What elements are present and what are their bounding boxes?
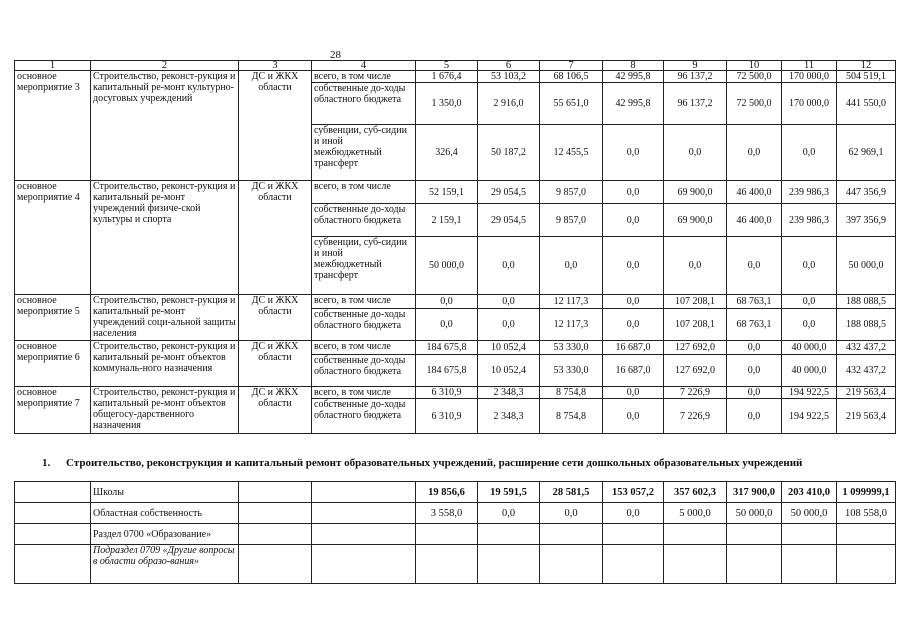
table-row [15, 545, 896, 584]
column-number: 9 [664, 61, 727, 71]
funding-source: субвенции, суб-сидии и иной межбюджетный трансферт [312, 125, 416, 181]
amount-cell: 6 310,9 [416, 387, 478, 399]
amount-cell: 10 052,4 [478, 355, 540, 387]
amount-cell: 0,0 [603, 181, 664, 204]
amount-cell: 53 330,0 [540, 355, 603, 387]
amount-cell: 42 995,8 [603, 83, 664, 125]
amount-cell: 52 159,1 [416, 181, 478, 204]
amount-cell: 107 208,1 [664, 309, 727, 341]
amount-cell: 194 922,5 [782, 399, 837, 434]
amount-cell: 219 563,4 [837, 387, 896, 399]
amount-cell: 317 900,0 [727, 482, 782, 503]
amount-cell: 0,0 [603, 204, 664, 237]
amount-cell: 96 137,2 [664, 83, 727, 125]
amount-cell: 447 356,9 [837, 181, 896, 204]
amount-cell [837, 524, 896, 545]
empty-cell [15, 524, 91, 545]
amount-cell: 0,0 [782, 309, 837, 341]
amount-cell: 188 088,5 [837, 309, 896, 341]
amount-cell: 2 916,0 [478, 83, 540, 125]
amount-cell: 19 856,6 [416, 482, 478, 503]
table-row [15, 341, 896, 355]
amount-cell: 7 226,9 [664, 399, 727, 434]
column-number: 10 [727, 61, 782, 71]
column-number: 1 [15, 61, 91, 71]
column-number: 6 [478, 61, 540, 71]
amount-cell [416, 524, 478, 545]
section-number: 1. [42, 457, 51, 469]
amount-cell: 6 310,9 [416, 399, 478, 434]
column-number: 4 [312, 61, 416, 71]
amount-cell: 203 410,0 [782, 482, 837, 503]
amount-cell: 397 356,9 [837, 204, 896, 237]
amount-cell: 19 591,5 [478, 482, 540, 503]
amount-cell: 127 692,0 [664, 355, 727, 387]
amount-cell: 184 675,8 [416, 341, 478, 355]
empty-cell [15, 545, 91, 584]
amount-cell: 2 348,3 [478, 399, 540, 434]
amount-cell: 0,0 [603, 237, 664, 295]
amount-cell: 40 000,0 [782, 341, 837, 355]
empty-cell [312, 503, 416, 524]
amount-cell: 40 000,0 [782, 355, 837, 387]
amount-cell [837, 545, 896, 584]
amount-cell: 29 054,5 [478, 204, 540, 237]
funding-source: всего, в том числе [312, 295, 416, 309]
funding-source: собственные до-ходы областного бюджета [312, 83, 416, 125]
amount-cell: 0,0 [664, 237, 727, 295]
amount-cell: 0,0 [727, 341, 782, 355]
empty-cell [239, 503, 312, 524]
amount-cell: 2 348,3 [478, 387, 540, 399]
funding-source: собственные до-ходы областного бюджета [312, 204, 416, 237]
column-number: 7 [540, 61, 603, 71]
amount-cell: 441 550,0 [837, 83, 896, 125]
funding-source: всего, в том числе [312, 387, 416, 399]
amount-cell: 50 000,0 [727, 503, 782, 524]
amount-cell: 12 117,3 [540, 295, 603, 309]
budget-table [14, 60, 896, 434]
amount-cell: 3 558,0 [416, 503, 478, 524]
amount-cell: 12 455,5 [540, 125, 603, 181]
amount-cell: 188 088,5 [837, 295, 896, 309]
row-label: Подраздел 0709 «Другие вопросы в области образо-вания» [91, 545, 239, 584]
measure-executor: ДС и ЖКХ области [239, 295, 312, 341]
amount-cell: 0,0 [603, 503, 664, 524]
amount-cell: 326,4 [416, 125, 478, 181]
amount-cell [416, 545, 478, 584]
amount-cell: 504 519,1 [837, 71, 896, 83]
amount-cell [782, 545, 837, 584]
column-number: 8 [603, 61, 664, 71]
page-number: 28 [330, 49, 341, 61]
amount-cell: 42 995,8 [603, 71, 664, 83]
amount-cell: 53 103,2 [478, 71, 540, 83]
measure-executor: ДС и ЖКХ области [239, 181, 312, 295]
amount-cell: 68 763,1 [727, 295, 782, 309]
amount-cell: 194 922,5 [782, 387, 837, 399]
amount-cell: 0,0 [478, 309, 540, 341]
amount-cell: 16 687,0 [603, 341, 664, 355]
table-row [15, 181, 896, 204]
amount-cell: 0,0 [727, 237, 782, 295]
amount-cell [603, 524, 664, 545]
measure-name: основное мероприятие 7 [15, 387, 91, 434]
column-number: 11 [782, 61, 837, 71]
amount-cell: 50 000,0 [416, 237, 478, 295]
measure-title: Строительство, реконст-рукция и капитальный ре-монт объектов общегосу-дарственного назначения [91, 387, 239, 434]
amount-cell: 0,0 [727, 387, 782, 399]
amount-cell [664, 545, 727, 584]
funding-source: всего, в том числе [312, 341, 416, 355]
amount-cell: 107 208,1 [664, 295, 727, 309]
amount-cell: 53 330,0 [540, 341, 603, 355]
measure-title: Строительство, реконст-рукция и капитальный ре-монт объектов коммуналь-ного назначения [91, 341, 239, 387]
amount-cell: 68 106,5 [540, 71, 603, 83]
amount-cell [540, 524, 603, 545]
amount-cell: 0,0 [782, 295, 837, 309]
row-label: Раздел 0700 «Образование» [91, 524, 239, 545]
amount-cell: 0,0 [478, 503, 540, 524]
amount-cell: 0,0 [478, 237, 540, 295]
funding-source: собственные до-ходы областного бюджета [312, 355, 416, 387]
amount-cell: 170 000,0 [782, 71, 837, 83]
amount-cell: 5 000,0 [664, 503, 727, 524]
amount-cell: 0,0 [416, 295, 478, 309]
amount-cell: 9 857,0 [540, 204, 603, 237]
amount-cell [540, 545, 603, 584]
amount-cell: 0,0 [727, 355, 782, 387]
amount-cell: 0,0 [416, 309, 478, 341]
amount-cell: 0,0 [603, 387, 664, 399]
amount-cell: 0,0 [664, 125, 727, 181]
amount-cell: 69 900,0 [664, 181, 727, 204]
funding-source: субвенции, суб-сидии и иной межбюджетный трансферт [312, 237, 416, 295]
amount-cell: 0,0 [540, 503, 603, 524]
measure-title: Строительство, реконст-рукция и капитальный ре-монт учреждений физиче-ской культуры и спорта [91, 181, 239, 295]
table-row [15, 295, 896, 309]
column-number: 5 [416, 61, 478, 71]
table-row [15, 387, 896, 399]
amount-cell: 8 754,8 [540, 399, 603, 434]
empty-cell [15, 503, 91, 524]
amount-cell: 1 676,4 [416, 71, 478, 83]
amount-cell: 0,0 [727, 125, 782, 181]
measure-executor: ДС и ЖКХ области [239, 341, 312, 387]
amount-cell: 1 099999,1 [837, 482, 896, 503]
empty-cell [312, 524, 416, 545]
amount-cell: 153 057,2 [603, 482, 664, 503]
amount-cell: 69 900,0 [664, 204, 727, 237]
row-label: Областная собственность [91, 503, 239, 524]
funding-source: всего, в том числе [312, 71, 416, 83]
measure-name: основное мероприятие 5 [15, 295, 91, 341]
amount-cell: 12 117,3 [540, 309, 603, 341]
measure-name: основное мероприятие 3 [15, 71, 91, 181]
amount-cell [478, 545, 540, 584]
amount-cell: 16 687,0 [603, 355, 664, 387]
table-row [15, 482, 896, 503]
amount-cell: 219 563,4 [837, 399, 896, 434]
amount-cell: 29 054,5 [478, 181, 540, 204]
amount-cell: 0,0 [727, 399, 782, 434]
amount-cell: 1 350,0 [416, 83, 478, 125]
section-heading [42, 457, 802, 469]
empty-cell [312, 482, 416, 503]
amount-cell: 10 052,4 [478, 341, 540, 355]
measure-title: Строительство, реконст-рукция и капитальный ре-монт культурно-досуговых учреждений [91, 71, 239, 181]
empty-cell [312, 545, 416, 584]
header-row [15, 61, 896, 71]
empty-cell [239, 482, 312, 503]
amount-cell: 9 857,0 [540, 181, 603, 204]
amount-cell: 0,0 [603, 309, 664, 341]
amount-cell: 239 986,3 [782, 204, 837, 237]
amount-cell [782, 524, 837, 545]
amount-cell: 357 602,3 [664, 482, 727, 503]
amount-cell: 170 000,0 [782, 83, 837, 125]
column-number: 3 [239, 61, 312, 71]
measure-executor: ДС и ЖКХ области [239, 71, 312, 181]
schools-table [14, 481, 896, 584]
amount-cell: 0,0 [603, 125, 664, 181]
amount-cell: 28 581,5 [540, 482, 603, 503]
amount-cell: 432 437,2 [837, 341, 896, 355]
empty-cell [239, 545, 312, 584]
section-title: Строительство, реконструкция и капитальный ремонт образовательных учреждений, расширение сети дошкольных образовательных учреждений [66, 457, 803, 469]
empty-cell [239, 524, 312, 545]
amount-cell [727, 545, 782, 584]
amount-cell: 0,0 [782, 237, 837, 295]
column-number: 12 [837, 61, 896, 71]
amount-cell: 2 159,1 [416, 204, 478, 237]
funding-source: всего, в том числе [312, 181, 416, 204]
amount-cell: 68 763,1 [727, 309, 782, 341]
amount-cell: 0,0 [782, 125, 837, 181]
amount-cell: 72 500,0 [727, 71, 782, 83]
amount-cell: 46 400,0 [727, 204, 782, 237]
measure-name: основное мероприятие 4 [15, 181, 91, 295]
table-row [15, 71, 896, 83]
funding-source: собственные до-ходы областного бюджета [312, 399, 416, 434]
amount-cell: 50 000,0 [782, 503, 837, 524]
table-row [15, 503, 896, 524]
amount-cell: 0,0 [478, 295, 540, 309]
amount-cell [664, 524, 727, 545]
amount-cell [727, 524, 782, 545]
amount-cell: 50 000,0 [837, 237, 896, 295]
amount-cell: 184 675,8 [416, 355, 478, 387]
amount-cell: 108 558,0 [837, 503, 896, 524]
amount-cell: 0,0 [603, 399, 664, 434]
amount-cell [603, 545, 664, 584]
amount-cell: 7 226,9 [664, 387, 727, 399]
row-label: Школы [91, 482, 239, 503]
amount-cell: 46 400,0 [727, 181, 782, 204]
amount-cell: 0,0 [603, 295, 664, 309]
column-number: 2 [91, 61, 239, 71]
amount-cell: 62 969,1 [837, 125, 896, 181]
table-row [15, 524, 896, 545]
amount-cell: 239 986,3 [782, 181, 837, 204]
amount-cell: 96 137,2 [664, 71, 727, 83]
amount-cell [478, 524, 540, 545]
funding-source: собственные до-ходы областного бюджета [312, 309, 416, 341]
amount-cell: 127 692,0 [664, 341, 727, 355]
empty-cell [15, 482, 91, 503]
amount-cell: 72 500,0 [727, 83, 782, 125]
measure-name: основное мероприятие 6 [15, 341, 91, 387]
amount-cell: 55 651,0 [540, 83, 603, 125]
amount-cell: 432 437,2 [837, 355, 896, 387]
amount-cell: 8 754,8 [540, 387, 603, 399]
measure-executor: ДС и ЖКХ области [239, 387, 312, 434]
amount-cell: 0,0 [540, 237, 603, 295]
amount-cell: 50 187,2 [478, 125, 540, 181]
measure-title: Строительство, реконст-рукция и капитальный ре-монт учреждений соци-альной защиты населения [91, 295, 239, 341]
